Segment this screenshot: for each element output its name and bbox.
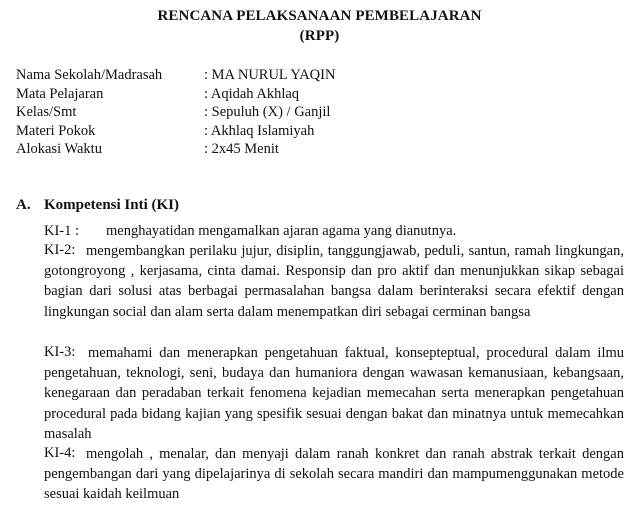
ki-text [44,241,624,322]
info-label: Materi Pokok [16,122,96,139]
document-title: RENCANA PELAKSANAAN PEMBELAJARAN [157,8,482,24]
info-row-subject [16,85,616,104]
ki-item [44,444,624,506]
ki-text-content: mengembangkan perilaku jujur, disiplin, tanggungjawab, peduli, santun, ramah lingkungan, gotongroyong , kerjasama, cinta damai. Responsip dan pro aktif dan menunjukkan sikap sebagai bagian dari solusi atas berbagai permasalahan bangsa dalam berinteraksi secara efektif dengan lingkungan social dan alam serta dalam menempatkan diri sebagai cerminan bangsa [44,243,624,320]
ki-label: KI-1 : [44,223,80,239]
info-row-class [16,103,616,122]
info-value: : 2x45 Menit [204,141,279,158]
info-value: : Aqidah Akhlaq [204,85,300,102]
info-row-school [16,66,616,85]
document-subtitle: (RPP) [299,28,340,44]
ki-label: KI-2: [44,242,76,258]
info-label: Kelas/Smt [16,104,77,121]
ki-text: menghayatidan mengamalkan ajaran agama yang dianutnya. [106,223,457,239]
section-heading [16,197,179,214]
ki-item [44,241,624,341]
ki-label: KI-3: [44,344,76,360]
ki-item [44,222,624,241]
info-label: Mata Pelajaran [16,85,104,102]
info-value: : MA NURUL YAQIN [204,67,336,83]
info-value: : Sepuluh (X) / Ganjil [204,104,331,121]
section-title: Kompetensi Inti (KI) [44,197,179,213]
ki-text [44,444,624,505]
info-label: Nama Sekolah/Madrasah [16,67,163,83]
info-value: : Akhlaq Islamiyah [204,122,315,139]
ki-text-content: mengolah , menalar, dan menyaji dalam ranah konkret dan ranah abstrak terkait dengan pengembangan dari yang dipelajarinya di sekolah secara mandiri dan mampumenggunakan metode sesuai kaidah keilmuan [44,446,624,503]
info-row-time [16,140,616,159]
info-row-topic [16,122,616,141]
ki-label: KI-4: [44,445,76,461]
section-letter: A. [16,197,31,213]
info-label: Alokasi Waktu [16,141,102,158]
ki-text-content: memahami dan menerapkan pengetahuan faktual, konsepteptual, procedural dalam ilmu pengetahuan, teknologi, seni, budaya dan humaniora dengan wawasan kemanusiaan, kebangsaan, kenegaraan dan peradaban terkait fenomena kejadian memecahan serta menerapkan pengetahuan procedural pada bidang kajian yang spesifik sesuai dengan bakat dan minatnya untuk memecahkan masalah [44,345,624,442]
ki-text [44,343,624,444]
identity-table [16,66,616,159]
ki-item [44,343,624,443]
